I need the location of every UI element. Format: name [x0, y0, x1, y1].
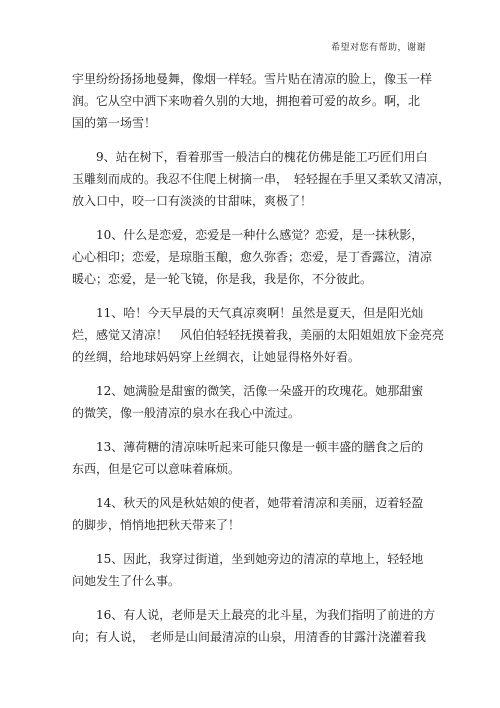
paragraph	[72, 302, 445, 368]
paragraph-line: 11、哈！今天早晨的天气真凉爽啊！虽然是夏天，但是阳光灿	[96, 306, 424, 320]
paragraph-line: 10、什么是恋爱，恋爱是一种什么感觉？恋爱，是一抹秋影，	[96, 228, 424, 242]
paragraph-line: 心心相印；恋爱，是琼脂玉酿，愈久弥香；恋爱，是丁香露泣，清凉	[72, 250, 433, 264]
paragraph	[72, 380, 424, 424]
paragraph-line: 玉雕刻而成的。我忍不住爬上树摘一串， 轻轻握在手里又柔软又清凉，	[72, 172, 451, 186]
paragraph-line: 向；有人说， 老师是山间最清凉的山泉，用清香的甘露汁浇灌着我	[72, 630, 427, 644]
paragraph-line: 9、站在树下，看着那雪一般洁白的槐花仿佛是能工巧匠们用白	[96, 150, 428, 164]
paragraph-line: 放入口中，咬一口有淡淡的甘甜味，爽极了！	[72, 194, 313, 208]
paragraph	[72, 146, 451, 212]
paragraph	[72, 492, 424, 536]
paragraph	[72, 68, 433, 134]
paragraph-line: 14、秋天的风是秋姑娘的使者，她带着清凉和美丽，迈着轻盈	[96, 496, 424, 510]
paragraph-line: 16、有人说，老师是天上最亮的北斗星，为我们指明了前进的方	[96, 608, 436, 622]
paragraph	[72, 548, 424, 592]
paragraph-line: 12、她满脸是甜蜜的微笑，活像一朵盛开的玫瑰花。她那甜蜜	[96, 384, 424, 398]
paragraph-line: 暖心；恋爱，是一轮飞镜，你是我，我是你，不分彼此。	[72, 272, 373, 286]
paragraph-line: 的微笑，像一般清凉的泉水在我心中流过。	[72, 406, 301, 420]
paragraph-line: 问她发生了什么事。	[72, 574, 181, 588]
paragraph-line: 烂，感觉又清凉！ 风伯伯轻轻抚摸着我，美丽的太阳姐姐放下金亮亮	[72, 328, 445, 342]
paragraph	[72, 436, 424, 480]
paragraph	[72, 604, 436, 648]
header-note: 希望对您有帮助，谢谢	[330, 43, 426, 53]
paragraph-line: 的脚步，悄悄地把秋天带来了！	[72, 518, 241, 532]
paragraph-line: 润。它从空中洒下来吻着久别的大地，拥抱着可爱的故乡。啊，北	[72, 94, 421, 108]
paragraph-line: 13、薄荷糖的清凉味听起来可能只像是一顿丰盛的膳食之后的	[96, 440, 424, 454]
paragraph	[72, 224, 433, 290]
paragraph-line: 东西，但是它可以意味着麻烦。	[72, 462, 241, 476]
paragraph-line: 国的第一场雪！	[72, 116, 157, 130]
document-body	[72, 68, 451, 648]
paragraph-line: 15、因此，我穿过街道，坐到她旁边的清凉的草地上，轻轻地	[96, 552, 424, 566]
paragraph-line: 宇里纷纷扬扬地曼舞，像烟一样轻。雪片贴在清凉的脸上，像玉一样	[72, 72, 433, 86]
paragraph-line: 的丝绸，给地球妈妈穿上丝绸衣，让她显得格外好看。	[72, 350, 361, 364]
